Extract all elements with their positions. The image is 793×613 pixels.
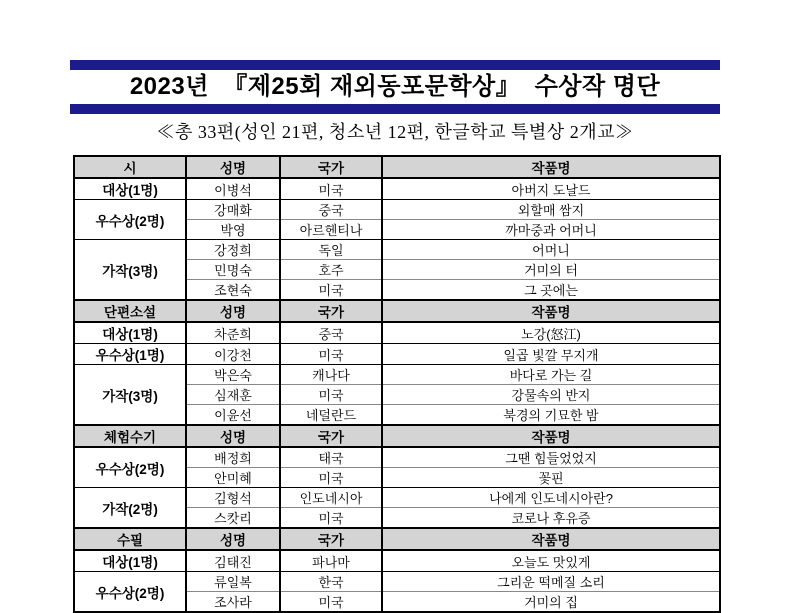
column-header: 작품명 bbox=[382, 425, 720, 447]
name-cell: 이강천 bbox=[186, 344, 280, 365]
name-cell: 안미혜 bbox=[186, 468, 280, 488]
column-header: 국가 bbox=[280, 300, 382, 322]
work-cell: 나에게 인도네시아란? bbox=[382, 488, 720, 508]
work-cell: 까마중과 어머니 bbox=[382, 220, 720, 240]
award-row bbox=[74, 344, 720, 365]
country-cell: 미국 bbox=[280, 344, 382, 365]
summary-subtitle: ≪총 33편(성인 21편, 청소년 12편, 한글학교 특별상 2개교≫ bbox=[156, 122, 634, 142]
work-cell: 거미의 집 bbox=[382, 592, 720, 613]
country-cell: 미국 bbox=[280, 385, 382, 405]
work-cell: 아버지 도날드 bbox=[382, 178, 720, 200]
work-cell: 그 곳에는 bbox=[382, 280, 720, 301]
column-header: 성명 bbox=[186, 300, 280, 322]
name-cell: 차준희 bbox=[186, 322, 280, 344]
country-cell: 독일 bbox=[280, 240, 382, 260]
country-cell: 파나마 bbox=[280, 550, 382, 572]
column-header: 작품명 bbox=[382, 156, 720, 178]
awards-table-body bbox=[74, 156, 720, 612]
category-cell: 대상(1명) bbox=[74, 550, 186, 572]
country-cell: 한국 bbox=[280, 572, 382, 592]
country-cell: 인도네시아 bbox=[280, 488, 382, 508]
column-header: 성명 bbox=[186, 425, 280, 447]
work-cell: 일곱 빛깔 무지개 bbox=[382, 344, 720, 365]
country-cell: 네덜란드 bbox=[280, 405, 382, 426]
name-cell: 스캇리 bbox=[186, 508, 280, 529]
column-header: 성명 bbox=[186, 528, 280, 550]
work-cell: 그리운 떡메질 소리 bbox=[382, 572, 720, 592]
name-cell: 배정희 bbox=[186, 447, 280, 468]
category-cell: 대상(1명) bbox=[74, 322, 186, 344]
column-header: 작품명 bbox=[382, 300, 720, 322]
name-cell: 김태진 bbox=[186, 550, 280, 572]
category-cell: 우수상(1명) bbox=[74, 344, 186, 365]
country-cell: 미국 bbox=[280, 508, 382, 529]
section-title-header: 체험수기 bbox=[74, 425, 186, 447]
column-header: 국가 bbox=[280, 425, 382, 447]
column-header: 성명 bbox=[186, 156, 280, 178]
country-cell: 중국 bbox=[280, 200, 382, 220]
award-row bbox=[74, 572, 720, 592]
section-header-row bbox=[74, 528, 720, 550]
work-cell: 노강(怒江) bbox=[382, 322, 720, 344]
section-title-header: 시 bbox=[74, 156, 186, 178]
name-cell: 이병석 bbox=[186, 178, 280, 200]
category-cell: 가작(2명) bbox=[74, 488, 186, 529]
country-cell: 태국 bbox=[280, 447, 382, 468]
section-header-row bbox=[74, 300, 720, 322]
category-cell: 가작(3명) bbox=[74, 365, 186, 426]
work-cell: 어머니 bbox=[382, 240, 720, 260]
country-cell: 캐나다 bbox=[280, 365, 382, 385]
page-title: 2023년 『제25회 재외동포문학상』 수상작 명단 bbox=[129, 73, 661, 100]
country-cell: 미국 bbox=[280, 592, 382, 613]
section-header-row bbox=[74, 156, 720, 178]
column-header: 국가 bbox=[280, 156, 382, 178]
work-cell: 코로나 후유증 bbox=[382, 508, 720, 529]
award-row bbox=[74, 447, 720, 468]
name-cell: 조사라 bbox=[186, 592, 280, 613]
name-cell: 강정희 bbox=[186, 240, 280, 260]
name-cell: 김형석 bbox=[186, 488, 280, 508]
name-cell: 심재훈 bbox=[186, 385, 280, 405]
award-row bbox=[74, 365, 720, 385]
section-header-row bbox=[74, 425, 720, 447]
category-cell: 우수상(2명) bbox=[74, 200, 186, 240]
category-cell: 가작(3명) bbox=[74, 240, 186, 301]
country-cell: 미국 bbox=[280, 468, 382, 488]
awards-table bbox=[73, 155, 721, 613]
section-title-header: 단편소설 bbox=[74, 300, 186, 322]
country-cell: 호주 bbox=[280, 260, 382, 280]
award-row bbox=[74, 488, 720, 508]
country-cell: 미국 bbox=[280, 280, 382, 301]
work-cell: 거미의 터 bbox=[382, 260, 720, 280]
award-row bbox=[74, 178, 720, 200]
award-row bbox=[74, 322, 720, 344]
work-cell: 북경의 기묘한 밤 bbox=[382, 405, 720, 426]
work-cell: 꽃핀 bbox=[382, 468, 720, 488]
work-cell: 오늘도 맛있게 bbox=[382, 550, 720, 572]
title-rule-top bbox=[70, 60, 720, 70]
name-cell: 민명숙 bbox=[186, 260, 280, 280]
work-cell: 바다로 가는 길 bbox=[382, 365, 720, 385]
category-cell: 우수상(2명) bbox=[74, 572, 186, 613]
award-row bbox=[74, 240, 720, 260]
column-header: 작품명 bbox=[382, 528, 720, 550]
work-cell: 그땐 힘들었었지 bbox=[382, 447, 720, 468]
country-cell: 미국 bbox=[280, 178, 382, 200]
work-cell: 강물속의 반지 bbox=[382, 385, 720, 405]
category-cell: 대상(1명) bbox=[74, 178, 186, 200]
country-cell: 중국 bbox=[280, 322, 382, 344]
name-cell: 박은숙 bbox=[186, 365, 280, 385]
country-cell: 아르헨티나 bbox=[280, 220, 382, 240]
work-cell: 외할매 쌈지 bbox=[382, 200, 720, 220]
title-rule-bottom bbox=[70, 104, 720, 114]
name-cell: 이윤선 bbox=[186, 405, 280, 426]
name-cell: 박영 bbox=[186, 220, 280, 240]
award-row bbox=[74, 200, 720, 220]
name-cell: 조현숙 bbox=[186, 280, 280, 301]
name-cell: 류일복 bbox=[186, 572, 280, 592]
section-title-header: 수필 bbox=[74, 528, 186, 550]
category-cell: 우수상(2명) bbox=[74, 447, 186, 488]
column-header: 국가 bbox=[280, 528, 382, 550]
award-row bbox=[74, 550, 720, 572]
name-cell: 강매화 bbox=[186, 200, 280, 220]
